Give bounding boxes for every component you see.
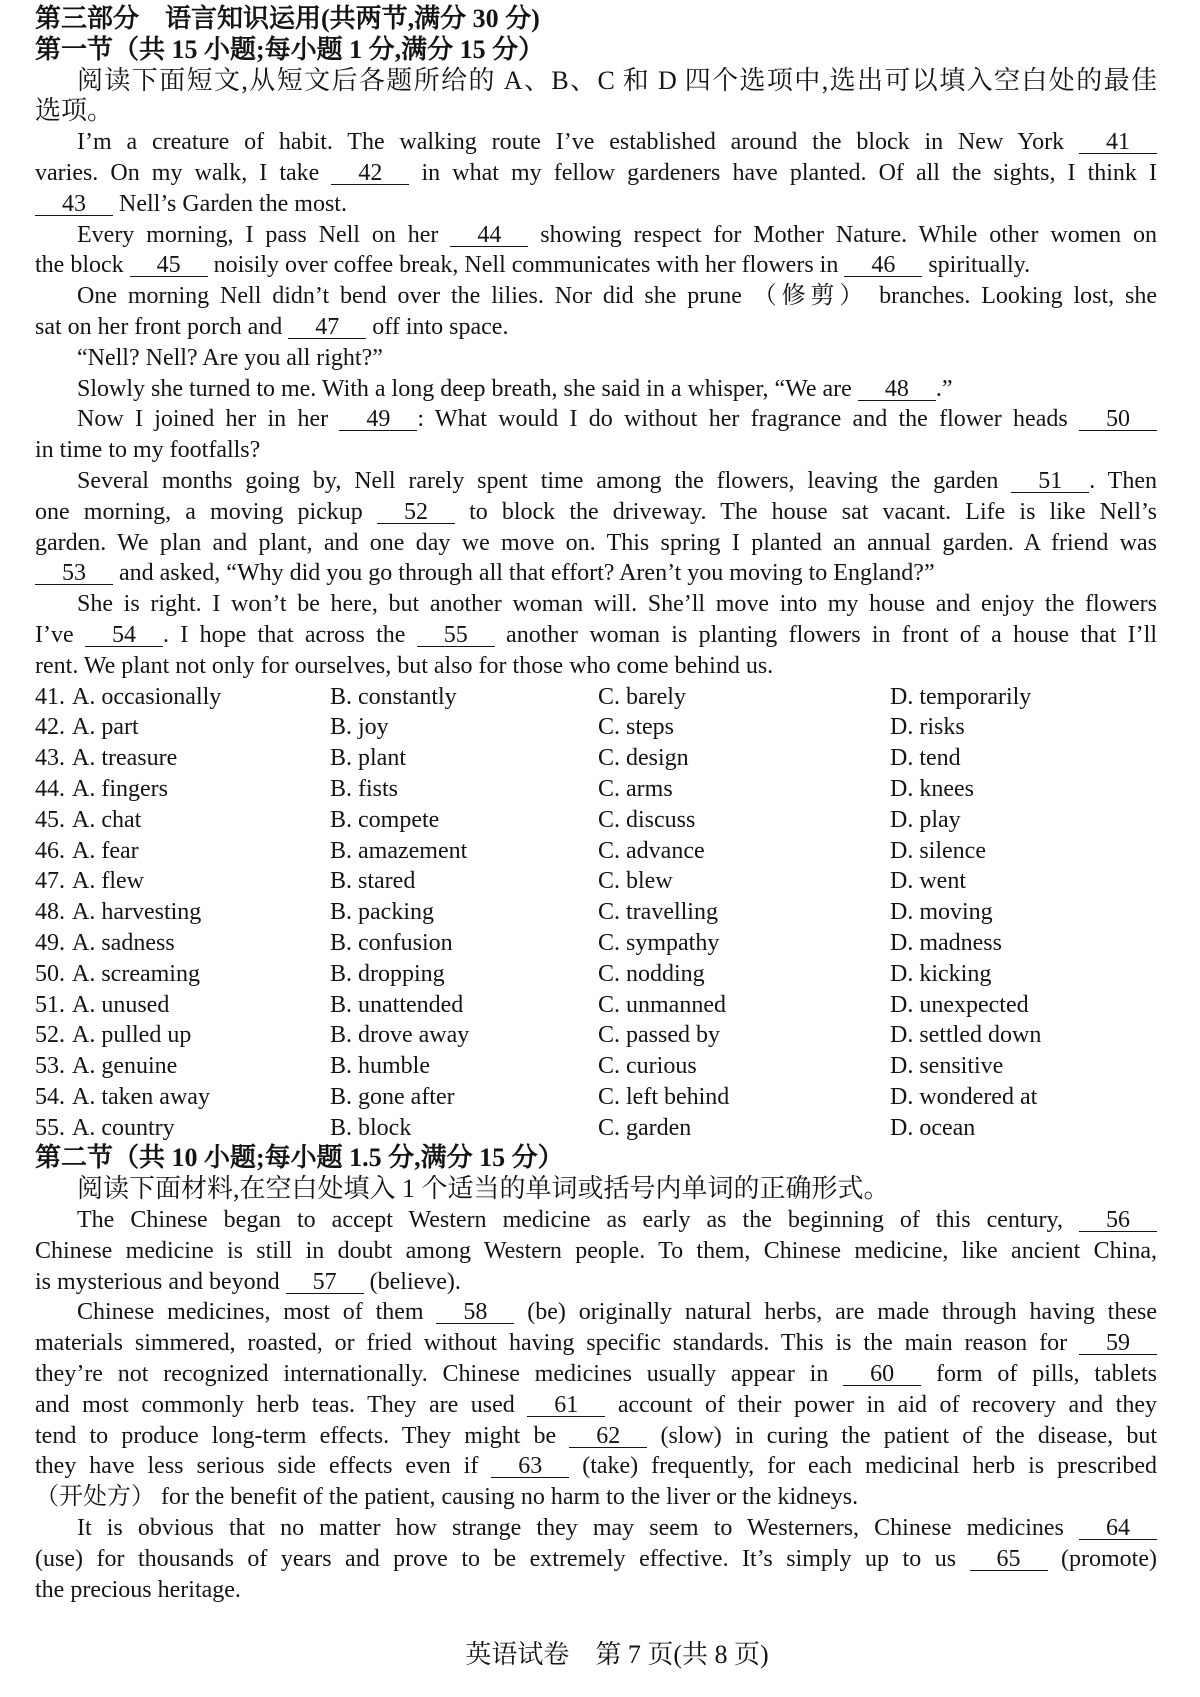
text-segment: I’m a creature of habit. The walking route I’ve established around the block in New York	[77, 129, 1079, 156]
option-c: C. sympathy	[598, 929, 720, 956]
option-a: A. part	[72, 714, 139, 741]
answer-blank: 64	[1079, 1517, 1157, 1540]
paragraph	[35, 374, 1157, 405]
text-segment: Slowly she turned to me. With a long deep breath, she said in a whisper, “We are	[77, 375, 858, 402]
option-c: C. advance	[598, 837, 705, 864]
option-cell-c	[598, 836, 890, 867]
option-cell-c	[598, 990, 890, 1021]
option-cell-d	[890, 959, 1157, 990]
question-number: 47.	[35, 868, 65, 895]
answer-blank: 46	[844, 254, 922, 277]
option-d: D. wondered at	[890, 1083, 1038, 1110]
option-c: C. nodding	[598, 960, 705, 987]
answer-blank: 54	[85, 624, 163, 647]
question-row	[35, 712, 1157, 743]
section-2-passage	[35, 1205, 1157, 1605]
option-cell-a	[35, 959, 330, 990]
text-segment: Now I joined her in her	[77, 406, 340, 433]
answer-blank: 57	[286, 1271, 364, 1294]
option-cell-d	[890, 1020, 1157, 1051]
text-line	[35, 312, 1157, 343]
option-d: D. knees	[890, 775, 974, 802]
text-segment: one morning, a moving pickup	[35, 498, 377, 525]
option-d: D. risks	[890, 714, 965, 741]
text-segment: and most commonly herb teas. They are used	[35, 1391, 528, 1418]
text-line	[35, 158, 1157, 189]
paragraph	[35, 127, 1157, 219]
option-cell-a	[35, 990, 330, 1021]
option-cell-c	[598, 866, 890, 897]
option-cell-a	[35, 712, 330, 743]
answer-blank: 53	[35, 562, 113, 585]
option-cell-d	[890, 805, 1157, 836]
option-b: B. packing	[330, 899, 434, 926]
option-cell-b	[330, 743, 598, 774]
text-line	[35, 374, 1157, 405]
question-number: 50.	[35, 960, 65, 987]
paragraph	[35, 466, 1157, 589]
option-cell-c	[598, 1113, 890, 1144]
question-number: 42.	[35, 714, 65, 741]
text-line	[35, 558, 1157, 589]
part-title: 第三部分 语言知识运用(共两节,满分 30 分)	[35, 4, 540, 33]
option-d: D. kicking	[890, 960, 992, 987]
paragraph	[35, 1297, 1157, 1513]
option-cell-c	[598, 1020, 890, 1051]
text-segment: varies. On my walk, I take	[35, 159, 332, 186]
text-segment: (use) for thousands of years and prove to be extremely effective. It’s simply up to us	[35, 1545, 970, 1572]
option-cell-b	[330, 805, 598, 836]
option-d: D. tend	[890, 745, 961, 772]
option-a: A. fear	[72, 837, 139, 864]
option-cell-b	[330, 1082, 598, 1113]
question-number: 46.	[35, 837, 65, 864]
section-2-title: 第二节（共 10 小题;每小题 1.5 分,满分 15 分）	[35, 1143, 564, 1173]
option-b: B. fists	[330, 775, 399, 802]
option-cell-b	[330, 1113, 598, 1144]
option-d: D. silence	[890, 837, 986, 864]
question-row	[35, 1051, 1157, 1082]
text-segment: 选项。	[35, 96, 114, 126]
paragraph	[35, 281, 1157, 343]
option-cell-a	[35, 866, 330, 897]
text-segment: they have less serious side effects even if	[35, 1453, 492, 1480]
question-row	[35, 743, 1157, 774]
text-segment: in what my fellow gardeners have planted. Of all the sights, I think I	[409, 159, 1158, 186]
option-cell-b	[330, 1051, 598, 1082]
option-d: D. temporarily	[890, 683, 1032, 710]
option-a: A. screaming	[72, 960, 200, 987]
option-c: C. travelling	[598, 899, 718, 926]
text-line	[35, 1297, 1157, 1328]
answer-blank: 49	[339, 408, 417, 431]
text-segment: . I hope that across the	[162, 621, 417, 648]
text-line	[35, 589, 1157, 620]
text-segment: rent. We plant not only for ourselves, but also for those who come behind us.	[35, 652, 774, 679]
text-segment: Chinese medicines, most of them	[77, 1299, 437, 1326]
section-2-directions	[35, 1174, 1157, 1205]
section-1-directions	[35, 66, 1157, 128]
answer-blank: 56	[1079, 1209, 1157, 1232]
section-1-option-list	[35, 682, 1157, 1144]
text-line	[35, 220, 1157, 251]
option-cell-d	[890, 712, 1157, 743]
question-row	[35, 1082, 1157, 1113]
question-row	[35, 990, 1157, 1021]
option-cell-a	[35, 1082, 330, 1113]
text-segment: She is right. I won’t be here, but another woman will. She’ll move into my house and enjoy the flowers	[77, 591, 1157, 618]
text-segment: materials simmered, roasted, or fried without having specific standards. This is the main reason for	[35, 1330, 1079, 1357]
question-number: 41.	[35, 683, 65, 710]
text-line	[35, 1544, 1157, 1575]
text-segment: It is obvious that no matter how strange they may seem to Westerners, Chinese medicines	[77, 1515, 1079, 1542]
option-a: A. harvesting	[72, 899, 202, 926]
text-segment: (be) originally natural herbs, are made through having these	[514, 1299, 1157, 1326]
question-number: 54.	[35, 1083, 65, 1110]
text-segment: . Then	[1089, 467, 1157, 494]
text-line	[35, 1174, 1157, 1205]
text-line	[35, 1575, 1157, 1606]
option-a: A. genuine	[72, 1053, 178, 1080]
text-line	[35, 189, 1157, 220]
text-line	[35, 466, 1157, 497]
text-segment: One morning Nell didn’t bend over the lilies. Nor did she prune （修剪） branches. Looking lost, she	[77, 283, 1157, 310]
option-cell-d	[890, 990, 1157, 1021]
text-segment: Several months going by, Nell rarely spent time among the flowers, leaving the garden	[77, 467, 1012, 494]
text-segment: (promote)	[1047, 1545, 1157, 1572]
option-c: C. design	[598, 745, 689, 772]
text-line	[35, 1236, 1157, 1267]
text-line	[35, 250, 1157, 281]
text-line	[35, 1513, 1157, 1544]
option-a: A. fingers	[72, 775, 168, 802]
option-d: D. unexpected	[890, 991, 1029, 1018]
text-line	[35, 1451, 1157, 1482]
answer-blank: 47	[288, 316, 366, 339]
paragraph	[35, 589, 1157, 681]
option-cell-a	[35, 682, 330, 713]
question-number: 45.	[35, 806, 65, 833]
question-number: 55.	[35, 1114, 65, 1141]
text-segment: account of their power in aid of recovery and they	[605, 1391, 1157, 1418]
option-b: B. unattended	[330, 991, 464, 1018]
option-cell-a	[35, 1020, 330, 1051]
option-cell-a	[35, 805, 330, 836]
text-line	[35, 127, 1157, 158]
option-cell-b	[330, 1020, 598, 1051]
option-cell-a	[35, 1051, 330, 1082]
option-cell-c	[598, 1082, 890, 1113]
text-line	[35, 1421, 1157, 1452]
option-cell-a	[35, 897, 330, 928]
text-segment: the precious heritage.	[35, 1576, 241, 1603]
text-line	[35, 343, 1157, 374]
text-line	[35, 497, 1157, 528]
text-line	[35, 620, 1157, 651]
text-line	[35, 1390, 1157, 1421]
option-cell-a	[35, 928, 330, 959]
paragraph	[35, 1174, 1157, 1205]
text-segment: sat on her front porch and	[35, 313, 289, 340]
option-a: A. country	[72, 1114, 175, 1141]
answer-blank: 59	[1079, 1332, 1157, 1355]
option-cell-d	[890, 928, 1157, 959]
option-c: C. passed by	[598, 1022, 720, 1049]
question-number: 44.	[35, 775, 65, 802]
option-cell-b	[330, 990, 598, 1021]
option-cell-d	[890, 866, 1157, 897]
text-segment: The Chinese began to accept Western medicine as early as the beginning of this century,	[77, 1207, 1079, 1234]
option-cell-c	[598, 805, 890, 836]
text-line	[35, 1205, 1157, 1236]
page-footer: 英语试卷 第 7 页(共 8 页)	[465, 1640, 769, 1669]
answer-blank: 44	[450, 224, 528, 247]
question-row	[35, 774, 1157, 805]
option-d: D. went	[890, 868, 966, 895]
option-a: A. sadness	[72, 929, 175, 956]
option-c: C. barely	[598, 683, 686, 710]
option-d: D. ocean	[890, 1114, 976, 1141]
text-segment: (take) frequently, for each medicinal herb is prescribed	[569, 1453, 1157, 1480]
question-number: 48.	[35, 899, 65, 926]
option-b: B. gone after	[330, 1083, 455, 1110]
section-1-title: 第一节（共 15 小题;每小题 1 分,满分 15 分）	[35, 34, 545, 64]
question-row	[35, 805, 1157, 836]
option-c: C. left behind	[598, 1083, 730, 1110]
option-b: B. constantly	[330, 683, 457, 710]
answer-blank: 50	[1079, 408, 1157, 431]
option-cell-c	[598, 1051, 890, 1082]
option-cell-d	[890, 897, 1157, 928]
text-segment: in time to my footfalls?	[35, 437, 261, 464]
option-cell-d	[890, 743, 1157, 774]
option-cell-a	[35, 774, 330, 805]
text-line	[35, 66, 1157, 97]
text-line	[35, 651, 1157, 682]
paragraph	[35, 1205, 1157, 1297]
answer-blank: 55	[417, 624, 495, 647]
option-a: A. unused	[72, 991, 170, 1018]
answer-blank: 51	[1011, 470, 1089, 493]
option-cell-b	[330, 866, 598, 897]
option-b: B. compete	[330, 806, 440, 833]
text-segment: garden. We plan and plant, and one day we move on. This spring I planted an annual garden. A friend was	[35, 529, 1157, 556]
text-line	[35, 1267, 1157, 1298]
option-cell-b	[330, 928, 598, 959]
text-segment: spiritually.	[922, 252, 1031, 279]
option-cell-c	[598, 712, 890, 743]
option-cell-b	[330, 682, 598, 713]
option-d: D. madness	[890, 929, 1002, 956]
option-cell-a	[35, 743, 330, 774]
text-line	[35, 435, 1157, 466]
option-c: C. arms	[598, 775, 673, 802]
option-d: D. play	[890, 806, 961, 833]
option-a: A. taken away	[72, 1083, 210, 1110]
option-a: A. chat	[72, 806, 142, 833]
question-row	[35, 1113, 1157, 1144]
text-segment: tend to produce long-term effects. They might be	[35, 1422, 570, 1449]
option-cell-b	[330, 959, 598, 990]
text-segment: and asked, “Why did you go through all that effort? Aren’t you moving to England?”	[113, 560, 935, 587]
text-segment: to block the driveway. The house sat vacant. Life is like Nell’s	[454, 498, 1157, 525]
question-row	[35, 682, 1157, 713]
question-number: 43.	[35, 745, 65, 772]
option-c: C. unmanned	[598, 991, 726, 1018]
option-cell-c	[598, 897, 890, 928]
text-segment: : What would I do without her fragrance and the flower heads	[417, 406, 1079, 433]
option-cell-b	[330, 836, 598, 867]
answer-blank: 60	[843, 1363, 921, 1386]
option-cell-c	[598, 682, 890, 713]
text-segment: Nell’s Garden the most.	[113, 190, 347, 217]
paragraph	[35, 66, 1157, 128]
text-segment: 阅读下面材料,在空白处填入 1 个适当的单词或括号内单词的正确形式。	[77, 1174, 890, 1204]
question-row	[35, 959, 1157, 990]
text-segment: Every morning, I pass Nell on her	[77, 221, 451, 248]
answer-blank: 42	[331, 162, 409, 185]
answer-blank: 58	[436, 1301, 514, 1324]
paragraph	[35, 1513, 1157, 1605]
question-row	[35, 928, 1157, 959]
option-cell-d	[890, 836, 1157, 867]
answer-blank: 63	[491, 1455, 569, 1478]
question-row	[35, 1020, 1157, 1051]
option-a: A. occasionally	[72, 683, 222, 710]
text-line	[35, 528, 1157, 559]
option-cell-d	[890, 1082, 1157, 1113]
text-segment: (slow) in curing the patient of the disease, but	[647, 1422, 1157, 1449]
option-cell-b	[330, 774, 598, 805]
text-segment: .”	[935, 375, 953, 402]
option-cell-d	[890, 1051, 1157, 1082]
text-line	[35, 1482, 1157, 1513]
question-number: 49.	[35, 929, 65, 956]
option-c: C. curious	[598, 1053, 697, 1080]
option-cell-b	[330, 712, 598, 743]
option-a: A. pulled up	[72, 1022, 192, 1049]
option-cell-c	[598, 743, 890, 774]
option-b: B. dropping	[330, 960, 445, 987]
question-row	[35, 866, 1157, 897]
option-b: B. block	[330, 1114, 412, 1141]
answer-blank: 48	[858, 378, 936, 401]
option-b: B. plant	[330, 745, 406, 772]
question-row	[35, 897, 1157, 928]
text-segment: showing respect for Mother Nature. While other women on	[528, 221, 1157, 248]
paragraph	[35, 404, 1157, 466]
option-cell-c	[598, 774, 890, 805]
option-d: D. sensitive	[890, 1053, 1004, 1080]
option-c: C. blew	[598, 868, 673, 895]
text-segment: they’re not recognized internationally. Chinese medicines usually appear in	[35, 1361, 844, 1388]
text-segment: Chinese medicine is still in doubt among Western people. To them, Chinese medicine, like ancient China,	[35, 1237, 1157, 1264]
text-segment: (believe).	[363, 1268, 461, 1295]
text-segment: I’ve	[35, 621, 85, 648]
option-cell-a	[35, 836, 330, 867]
text-line	[35, 281, 1157, 312]
answer-blank: 41	[1079, 131, 1157, 154]
section-1-passage	[35, 127, 1157, 681]
paragraph	[35, 220, 1157, 282]
paragraph	[35, 343, 1157, 374]
option-b: B. amazement	[330, 837, 468, 864]
option-cell-b	[330, 897, 598, 928]
option-cell-d	[890, 774, 1157, 805]
answer-blank: 43	[35, 193, 113, 216]
option-a: A. treasure	[72, 745, 178, 772]
option-d: D. moving	[890, 899, 993, 926]
answer-blank: 61	[527, 1394, 605, 1417]
text-segment: 阅读下面短文,从短文后各题所给的 A、B、C 和 D 四个选项中,选出可以填入空白处的最佳	[77, 65, 1157, 95]
question-number: 51.	[35, 991, 65, 1018]
text-segment: form of pills, tablets	[921, 1361, 1158, 1388]
text-segment: noisily over coffee break, Nell communicates with her flowers in	[207, 252, 845, 279]
option-b: B. confusion	[330, 929, 453, 956]
text-line	[35, 1359, 1157, 1390]
text-line	[35, 1328, 1157, 1359]
option-b: B. stared	[330, 868, 416, 895]
text-segment: the block	[35, 252, 130, 279]
answer-blank: 65	[970, 1548, 1048, 1571]
option-c: C. discuss	[598, 806, 696, 833]
option-cell-c	[598, 928, 890, 959]
option-d: D. settled down	[890, 1022, 1042, 1049]
text-line	[35, 404, 1157, 435]
text-segment: （开处方） for the benefit of the patient, causing no harm to the liver or the kidneys.	[35, 1484, 859, 1511]
option-c: C. garden	[598, 1114, 692, 1141]
question-number: 52.	[35, 1022, 65, 1049]
option-cell-c	[598, 959, 890, 990]
option-a: A. flew	[72, 868, 144, 895]
text-segment: is mysterious and beyond	[35, 1268, 286, 1295]
text-segment: off into space.	[366, 313, 509, 340]
text-line	[35, 96, 1157, 127]
option-b: B. drove away	[330, 1022, 470, 1049]
option-cell-a	[35, 1113, 330, 1144]
option-cell-d	[890, 1113, 1157, 1144]
answer-blank: 52	[377, 501, 455, 524]
option-b: B. humble	[330, 1053, 430, 1080]
answer-blank: 62	[569, 1425, 647, 1448]
answer-blank: 45	[130, 254, 208, 277]
question-number: 53.	[35, 1053, 65, 1080]
option-cell-d	[890, 682, 1157, 713]
option-b: B. joy	[330, 714, 389, 741]
text-segment: another woman is planting flowers in front of a house that I’ll	[494, 621, 1157, 648]
text-segment: “Nell? Nell? Are you all right?”	[77, 344, 383, 371]
option-c: C. steps	[598, 714, 675, 741]
question-row	[35, 836, 1157, 867]
